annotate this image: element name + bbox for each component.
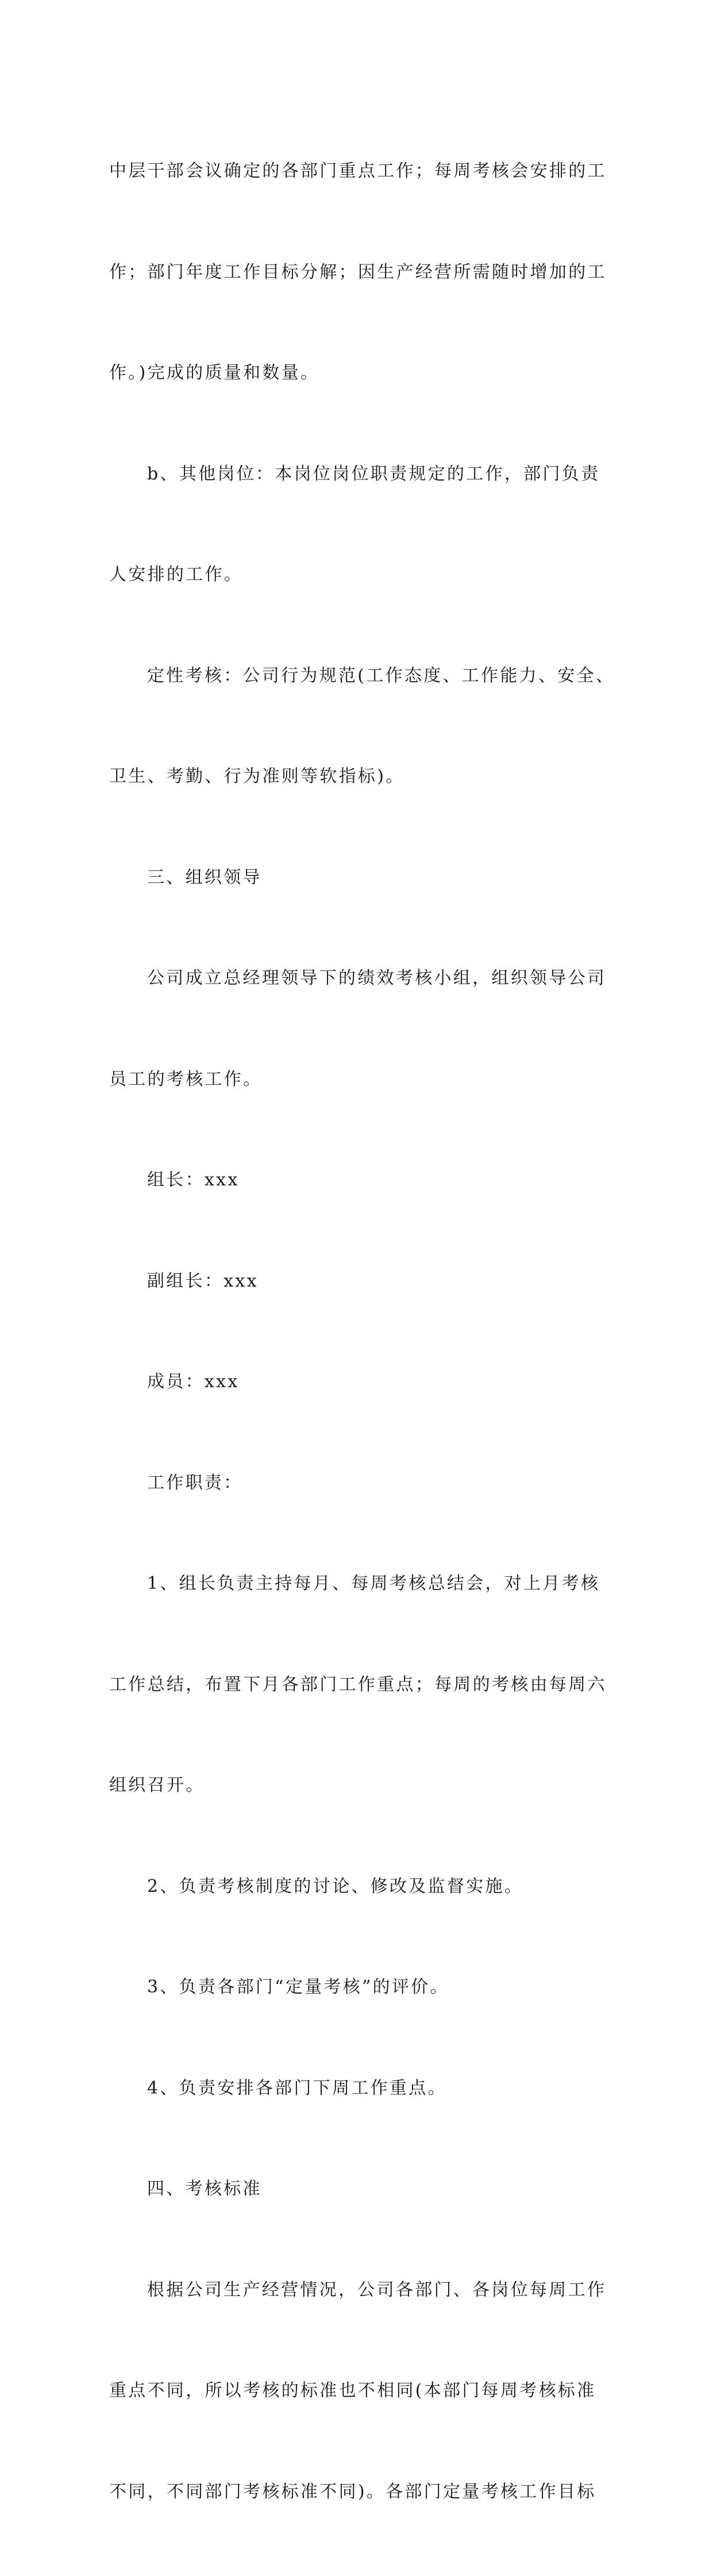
text-line: 重点不同，所以考核的标准也不相同(本部门每周考核标准 — [109, 2381, 596, 2401]
text-line: 组长：xxx — [147, 1170, 240, 1190]
text-line: 作。)完成的质量和数量。 — [109, 363, 320, 383]
text-line: 2、负责考核制度的讨论、修改及监督实施。 — [147, 1876, 524, 1897]
text-line: 组织召开。 — [109, 1775, 205, 1795]
text-line: 公司成立总经理领导下的绩效考核小组，组织领导公司 — [147, 968, 607, 988]
text-line: 作；部门年度工作目标分解；因生产经营所需随时增加的工 — [109, 262, 607, 282]
text-line: 3、负责各部门“定量考核”的评价。 — [147, 1977, 449, 1997]
text-line: 根据公司生产经营情况，公司各部门、各岗位每周工作 — [147, 2279, 607, 2300]
text-line: 4、负责安排各部门下周工作重点。 — [147, 2078, 447, 2098]
text-line: 不同，不同部门考核标准不同)。各部门定量考核工作目标 — [109, 2481, 596, 2502]
document-body — [109, 87, 615, 2576]
text-line: 成员：xxx — [147, 1372, 240, 1392]
text-line: 1、组长负责主持每月、每周考核总结会，对上月考核 — [147, 1573, 600, 1594]
text-line: b、其他岗位：本岗位岗位职责规定的工作，部门负责 — [147, 463, 600, 484]
text-line: 定性考核：公司行为规范(工作态度、工作能力、安全、 — [147, 665, 615, 686]
text-line: 员工的考核工作。 — [109, 1069, 263, 1089]
text-line: 副组长：xxx — [147, 1270, 259, 1291]
text-line: 中层干部会议确定的各部门重点工作；每周考核会安排的工 — [109, 161, 607, 181]
text-line: 人安排的工作。 — [109, 565, 244, 585]
text-line: 工作职责： — [147, 1472, 243, 1493]
section-heading: 四、考核标准 — [147, 2179, 262, 2199]
document-page — [109, 87, 615, 2576]
text-line: 工作总结，布置下月各部门工作重点；每周的考核由每周六 — [109, 1674, 607, 1695]
section-heading: 三、组织领导 — [147, 867, 262, 888]
text-line: 卫生、考勤、行为准则等软指标)。 — [109, 766, 405, 786]
